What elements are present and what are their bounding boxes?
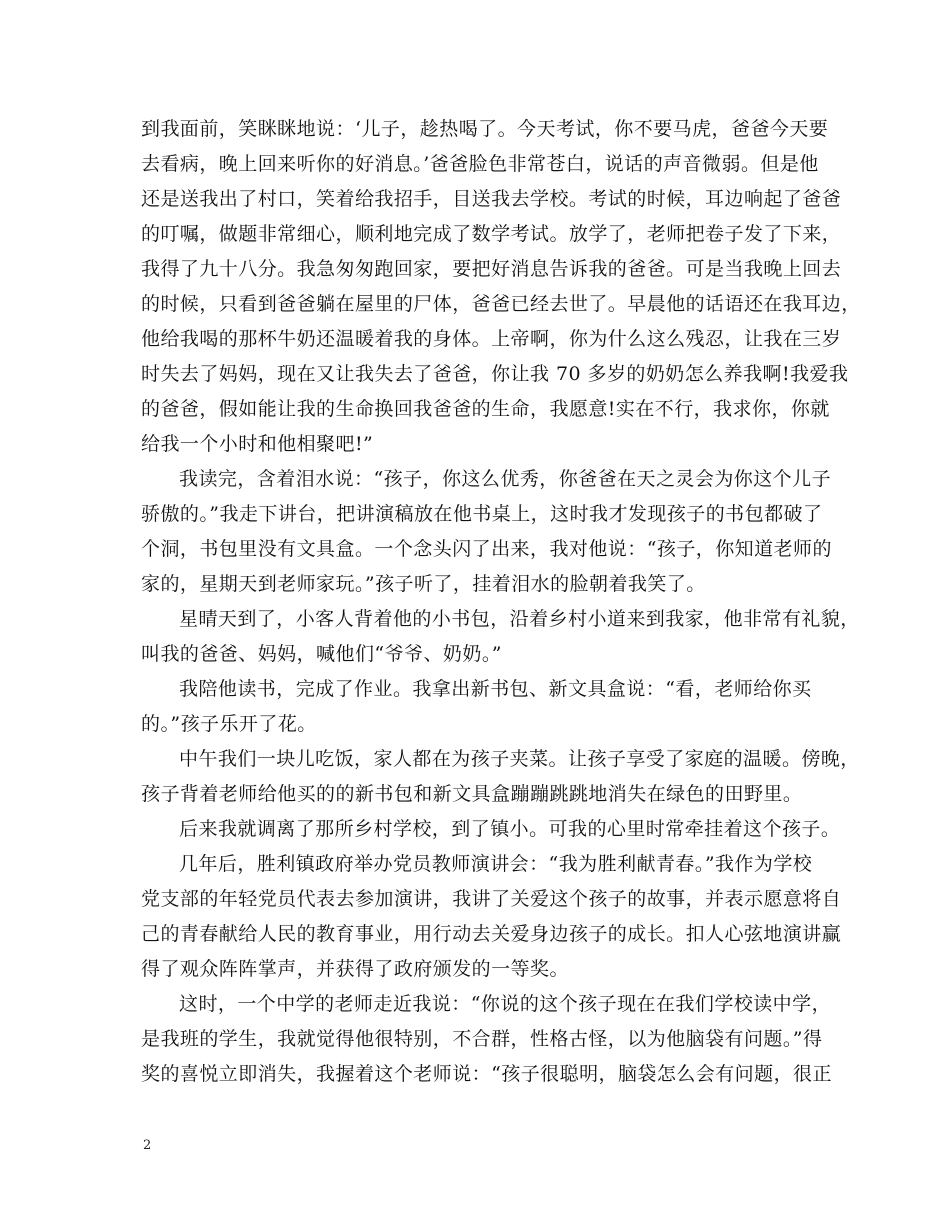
paragraph-first-line: 我读完，含着泪水说：“孩子，你这么优秀，你爸爸在天之灵会为你这个儿子 <box>179 468 832 490</box>
text-line: 给我一个小时和他相聚吧!” <box>141 433 374 455</box>
paragraph-first-line: 几年后，胜利镇政府举办党员教师演讲会：“我为胜利献青春。”我作为学校 <box>179 853 813 875</box>
text-line: 孩子背着老师给他买的的新书包和新文具盒蹦蹦跳跳地消失在绿色的田野里。 <box>141 783 803 805</box>
text-line: 奖的喜悦立即消失，我握着这个老师说：“孩子很聪明，脑袋怎么会有问题，很正 <box>141 1063 832 1085</box>
text-line: 个洞，书包里没有文具盒。一个念头闪了出来，我对他说：“孩子，你知道老师的 <box>141 538 832 560</box>
text-line: 到我面前，笑眯眯地说：‘儿子，趁热喝了。今天考试，你不要马虎，爸爸今天要 <box>141 118 829 140</box>
text-line: 叫我的爸爸、妈妈，喊他们“爷爷、奶奶。” <box>141 643 502 665</box>
text-line: 的爸爸，假如能让我的生命换回我爸爸的生命，我愿意!实在不行，我求你，你就 <box>141 398 830 420</box>
paragraph-first-line: 这时，一个中学的老师走近我说：“你说的这个孩子现在在我们学校读中学， <box>179 993 832 1015</box>
paragraph-first-line: 星晴天到了，小客人背着他的小书包，沿着乡村小道来到我家，他非常有礼貌， <box>179 608 860 630</box>
text-line: 的叮嘱，做题非常细心，顺利地完成了数学考试。放学了，老师把卷子发了下来， <box>141 223 842 245</box>
text-line: 己的青春献给人民的教育事业，用行动去关爱身边孩子的成长。扣人心弦地演讲赢 <box>141 923 842 945</box>
page-number: 2 <box>143 1138 152 1153</box>
text-line: 去看病，晚上回来听你的好消息。’爸爸脸色非常苍白，说话的声音微弱。但是他 <box>141 153 819 175</box>
text-line: 得了观众阵阵掌声，并获得了政府颁发的一等奖。 <box>141 958 569 980</box>
paragraph-first-line: 我陪他读书，完成了作业。我拿出新书包、新文具盒说：“看，老师给你买 <box>179 678 812 700</box>
paragraph-first-line: 中午我们一块儿吃饭，家人都在为孩子夹菜。让孩子享受了家庭的温暖。傍晚， <box>179 748 860 770</box>
text-line: 我得了九十八分。我急匆匆跑回家，要把好消息告诉我的爸爸。可是当我晚上回去 <box>141 258 842 280</box>
text-line: 的。”孩子乐开了花。 <box>141 713 317 735</box>
text-line: 的时候，只看到爸爸躺在屋里的尸体，爸爸已经去世了。早晨他的话语还在我耳边， <box>141 293 861 315</box>
text-line: 家的，星期天到老师家玩。”孩子听了，挂着泪水的脸朝着我笑了。 <box>141 573 706 595</box>
text-line: 时失去了妈妈，现在又让我失去了爸爸，你让我 70 多岁的奶奶怎么养我啊!我爱我 <box>141 363 849 385</box>
text-line: 他给我喝的那杯牛奶还温暖着我的身体。上帝啊，你为什么这么残忍，让我在三岁 <box>141 328 842 350</box>
paragraph-first-line: 后来我就调离了那所乡村学校，到了镇小。可我的心里时常牵挂着这个孩子。 <box>179 818 841 840</box>
text-line: 是我班的学生，我就觉得他很特别，不合群，性格古怪，以为他脑袋有问题。”得 <box>141 1028 823 1050</box>
text-line: 党支部的年轻党员代表去参加演讲，我讲了关爱这个孩子的故事，并表示愿意将自 <box>141 888 842 910</box>
text-line: 还是送我出了村口，笑着给我招手，目送我去学校。考试的时候，耳边响起了爸爸 <box>141 188 842 210</box>
text-line: 骄傲的。”我走下讲台，把讲演稿放在他书桌上，这时我才发现孩子的书包都破了 <box>141 503 823 525</box>
